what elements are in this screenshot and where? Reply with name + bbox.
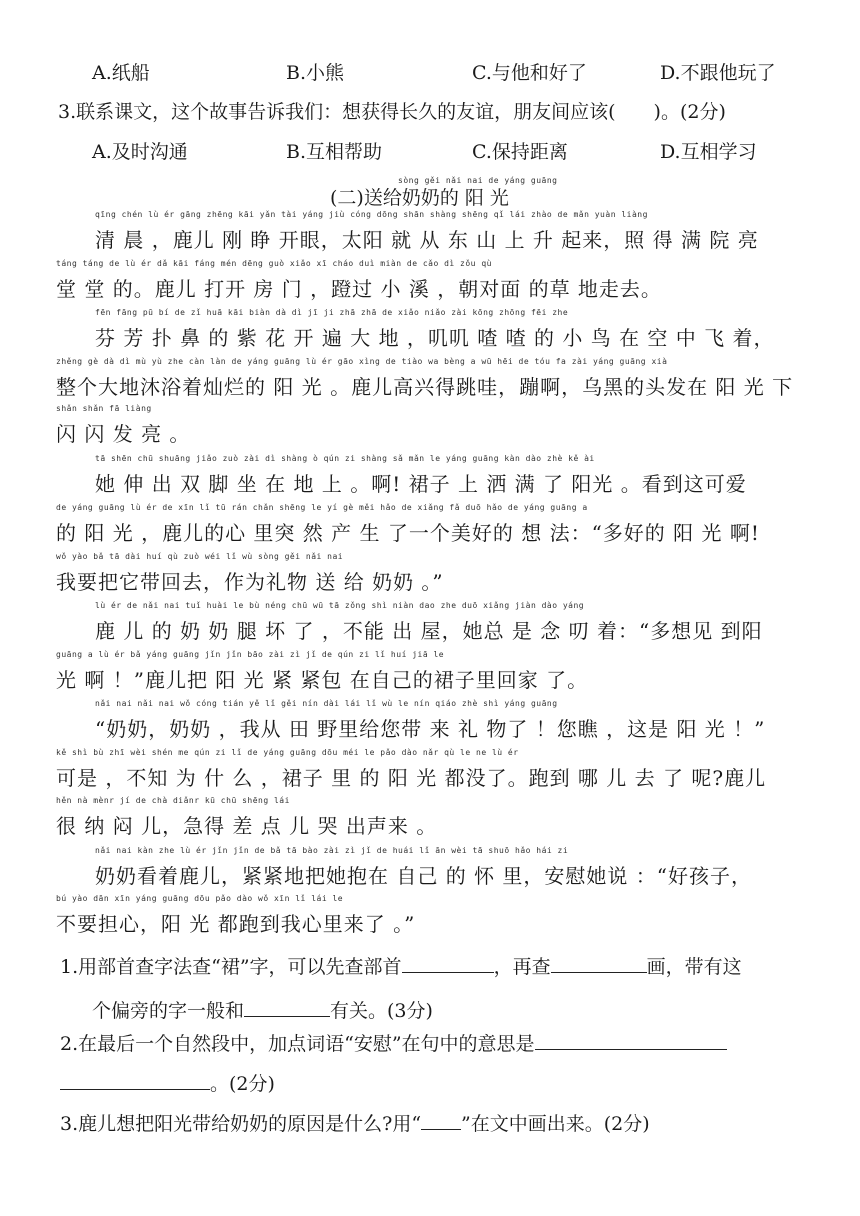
passage-line: 闪 闪 发 亮 。 [56,422,191,446]
section-title: (二)送给奶奶的 阳 光 [330,187,509,209]
q1-blank-radical[interactable] [402,972,494,973]
passage-line: 奶奶看着鹿儿，紧紧地把她抱在 自己 的 怀 里，安慰她说 ：“好孩子， [95,864,753,888]
section-title-pinyin: sòng gěi nǎi nai de yáng guāng [398,176,558,185]
question-1-line-2 [92,996,433,1023]
passage-line-pinyin: fēn fāng pū bí de zǐ huā kāi biàn dà dì jī ji zhā zhā de xiǎo niǎo zài kōng zhōng fēi zhe [95,308,569,317]
option-c: C.保持距离 [472,141,568,163]
passage-line-pinyin: qīng chén lù ér gāng zhēng kāi yǎn tài yáng jiù cóng dōng shān shàng shēng qǐ lái zhào de mǎn yuàn liàng [95,210,648,219]
passage-line: 光 啊 ！”鹿儿把 阳 光 紧 紧包 在自己的裙子里回家 了。 [56,668,589,692]
passage-line-pinyin: tā shēn chū shuāng jiǎo zuò zài dì shàng ò qún zi shàng sǎ mǎn le yáng guāng kàn dào zhè kě ài [95,454,595,463]
question-2-line-1 [60,1029,727,1056]
q2-blank-1[interactable] [535,1049,727,1050]
q3-line-sample [421,1129,461,1130]
passage-line-pinyin: zhěng gè dà dì mù yù zhe càn làn de yáng guāng lù ér gāo xìng de tiào wa bèng a wū hēi de tóu fa zài yáng guāng xià [56,357,668,366]
passage-line-pinyin: nǎi nai nǎi nai wǒ cóng tián yě lǐ gěi nín dài lái lǐ wù le nín qiáo zhè shì yáng guāng [95,699,558,708]
passage-line: 清 晨 ，鹿儿 刚 睁 开眼，太阳 就 从 东 山 上 升 起来，照 得 满 院 亮 [95,228,759,252]
passage-line-pinyin: kě shì bù zhī wèi shén me qún zi lǐ de yáng guāng dōu méi le pǎo dào nǎr qù le ne lù ér [56,748,519,757]
option-b: B.互相帮助 [286,141,383,163]
passage-line: 可是 ，不知 为 什 么 ，裙子 里 的 阳 光 都没了。跑到 哪 儿 去 了 呢?鹿儿 [56,766,767,790]
passage-line: 我要把它带回去，作为礼物 送 给 奶奶 。” [56,570,444,594]
option-d: D.互相学习 [660,141,757,163]
question-2-line-2 [60,1069,275,1096]
passage-line: 芬 芳 扑 鼻 的 紫 花 开 遍 大 地 ，叽叽 喳 喳 的 小 鸟 在 空 中 飞 着， [95,326,775,350]
q3-text-a: 3.鹿儿想把阳光带给奶奶的原因是什么?用“ [60,1113,422,1135]
question-1-line-1 [60,952,742,979]
passage-line-pinyin: nǎi nai kàn zhe lù ér jǐn jǐn de bǎ tā bào zài zì jǐ de huái lǐ ān wèi tā shuō hǎo hái zi [95,846,569,855]
q1-text-b: ，再查 [493,956,551,978]
passage-line-pinyin: hěn nà mènr jí de chà diǎnr kū chū shēng lái [56,796,290,805]
passage-line: 鹿 儿 的 奶 奶 腿 坏 了 ，不能 出 屋，她总 是 念 叨 着：“多想见 到阳 [95,619,763,643]
passage-line: 很 纳 闷 儿，急得 差 点 儿 哭 出声来 。 [56,814,438,838]
question-3: 3.联系课文，这个故事告诉我们：想获得长久的友谊，朋友间应该( )。(2分) [58,101,726,123]
q1-text-c: 画，带有这 [646,956,742,978]
passage-line-pinyin: wǒ yào bǎ tā dài huí qù zuò wéi lǐ wù sòng gěi nǎi nai [56,552,344,561]
passage-line: 的 阳 光 ，鹿儿的心 里突 然 产 生 了一个美好的 想 法：“多好的 阳 光 啊! [56,521,760,545]
passage-line: 不要担心，阳 光 都跑到我心里来了 。” [56,912,416,936]
q1-blank-strokes[interactable] [551,972,647,973]
passage-line-pinyin: táng táng de lù ér dǎ kāi fáng mén dēng guò xiǎo xī cháo duì miàn de cǎo dì zǒu qù [56,259,492,268]
q1-text-e: 有关。(3分) [330,1000,433,1022]
passage-line: “奶奶，奶奶 ，我从 田 野里给您带 来 礼 物了 ！您瞧 ，这是 阳 光 ！” [95,717,766,741]
passage-line: 堂 堂 的。鹿儿 打开 房 门 ，蹬过 小 溪 ，朝对面 的草 地走去。 [56,277,662,301]
q2-text-a: 2.在最后一个自然段中，加点词语“安慰”在句中的意思是 [60,1033,535,1055]
q3-text-b: ”在文中画出来。(2分) [461,1113,650,1135]
passage-line: 她 伸 出 双 脚 坐 在 地 上 。啊! 裙子 上 洒 满 了 阳光 。看到这可爱 [95,472,747,496]
passage-line: 整个大地沐浴着灿烂的 阳 光 。鹿儿高兴得跳哇，蹦啊，乌黑的头发在 阳 光 下 [56,375,794,399]
passage-line-pinyin: lù ér de nǎi nai tuǐ huài le bù néng chū wū tā zǒng shì niàn dao zhe duō xiǎng jiàn dào yáng [95,601,585,610]
option-a: A.及时沟通 [92,141,188,163]
passage-line-pinyin: de yáng guāng lù ér de xīn lǐ tū rán chǎn shēng le yí gè měi hǎo de xiǎng fǎ duō hǎo de yáng guāng a [56,503,588,512]
passage-line-pinyin: bú yào dān xīn yáng guāng dōu pǎo dào wǒ xīn lǐ lái le [56,894,344,903]
q2-blank-2[interactable] [60,1089,210,1090]
option-d: D.不跟他玩了 [660,62,776,84]
option-b: B.小熊 [286,62,345,84]
question-3-underline [60,1109,650,1136]
passage-line-pinyin: shǎn shǎn fā liàng [56,404,152,413]
q2-text-b: 。(2分) [210,1073,275,1095]
option-a: A.纸船 [92,62,150,84]
passage-line-pinyin: guāng a lù ér bǎ yáng guāng jǐn jǐn bāo zài zì jǐ de qún zi lǐ huí jiā le [56,650,445,659]
q1-blank-meaning[interactable] [244,1016,330,1017]
q1-text-d: 个偏旁的字一般和 [92,1000,245,1022]
option-c: C.与他和好了 [472,62,587,84]
q1-text-a: 1.用部首查字法查“裙”字，可以先查部首 [60,956,402,978]
